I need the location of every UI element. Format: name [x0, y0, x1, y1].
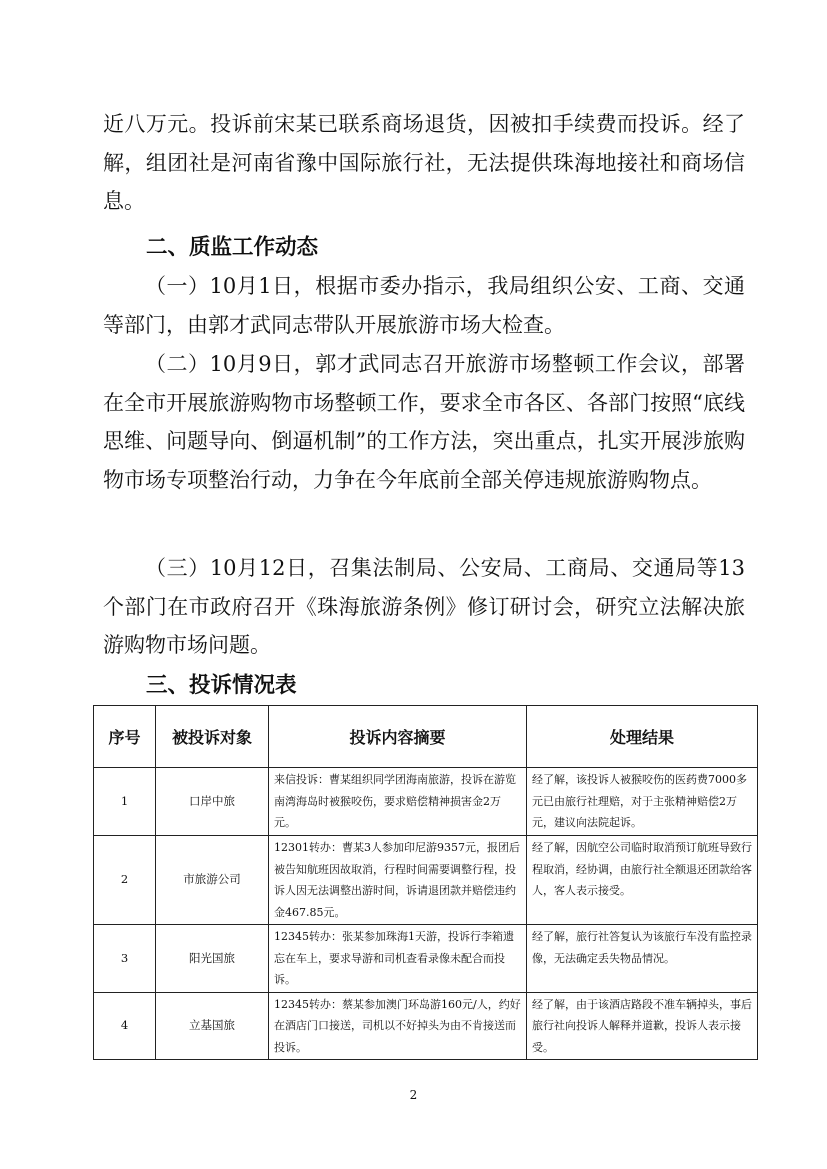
cell-target: 市旅游公司 [156, 836, 269, 925]
table-header-row [94, 706, 758, 768]
cell-no: 1 [94, 768, 156, 836]
page-number: 2 [409, 1088, 418, 1102]
cell-result: 经了解，因航空公司临时取消预订航班导致行程取消，经协调，由旅行社全额退还团款给客人，客人表示接受。 [527, 836, 758, 925]
cell-summary: 来信投诉：曹某组织同学团海南旅游，投诉在游览南湾海岛时被猴咬伤，要求赔偿精神损害金2万元。 [269, 768, 527, 836]
header-no: 序号 [94, 706, 156, 768]
header-target: 被投诉对象 [156, 706, 269, 768]
cell-no: 3 [94, 925, 156, 993]
section-heading-complaints: 三、投诉情况表 [146, 673, 297, 698]
cell-summary: 12345转办：蔡某参加澳门环岛游160元/人，约好在酒店门口接送，司机以不好掉头为由不肯接送而投诉。 [269, 992, 527, 1060]
cell-result: 经了解，旅行社答复认为该旅行车没有监控录像，无法确定丢失物品情况。 [527, 925, 758, 993]
header-result: 处理结果 [527, 706, 758, 768]
paragraph-item-1: （一）10月1日，根据市委办指示，我局组织公安、工商、交通等部门，由郭才武同志带队开展旅游市场大检查。 [103, 274, 745, 337]
header-summary: 投诉内容摘要 [269, 706, 527, 768]
paragraph-item-3: （三）10月12日，召集法制局、公安局、工商局、交通局等13个部门在市政府召开《珠海旅游条例》修订研讨会，研究立法解决旅游购物市场问题。 [103, 556, 745, 657]
complaints-table [93, 705, 758, 1060]
cell-no: 2 [94, 836, 156, 925]
cell-result: 经了解，该投诉人被猴咬伤的医药费7000多元已由旅行社理赔，对于主张精神赔偿2万元，建议向法院起诉。 [527, 768, 758, 836]
table-row [94, 836, 758, 925]
cell-target: 口岸中旅 [156, 768, 269, 836]
cell-target: 阳光国旅 [156, 925, 269, 993]
cell-summary: 12301转办：曹某3人参加印尼游9357元，报团后被告知航班因故取消，行程时间需要调整行程，投诉人因无法调整出游时间，诉请退团款并赔偿违约金467.85元。 [269, 836, 527, 925]
paragraph-item-2: （二）10月9日，郭才武同志召开旅游市场整顿工作会议，部署在全市开展旅游购物市场整顿工作，要求全市各区、各部门按照“底线思维、问题导向、倒逼机制”的工作方法，突出重点，扎实开展涉旅购物市场专项整治行动，力争在今年底前全部关停违规旅游购物点。 [103, 352, 745, 492]
table-row [94, 992, 758, 1060]
table-row [94, 925, 758, 993]
section-heading-quality-supervision: 二、质监工作动态 [146, 235, 319, 260]
cell-result: 经了解，由于该酒店路段不准车辆掉头，事后旅行社向投诉人解释并道歉，投诉人表示接受。 [527, 992, 758, 1060]
table-row [94, 768, 758, 836]
paragraph-continuation: 近八万元。投诉前宋某已联系商场退货，因被扣手续费而投诉。经了解，组团社是河南省豫中国际旅行社，无法提供珠海地接社和商场信息。 [103, 112, 745, 213]
cell-no: 4 [94, 992, 156, 1060]
cell-summary: 12345转办：张某参加珠海1天游，投诉行李箱遗忘在车上，要求导游和司机查看录像未配合而投诉。 [269, 925, 527, 993]
cell-target: 立基国旅 [156, 992, 269, 1060]
